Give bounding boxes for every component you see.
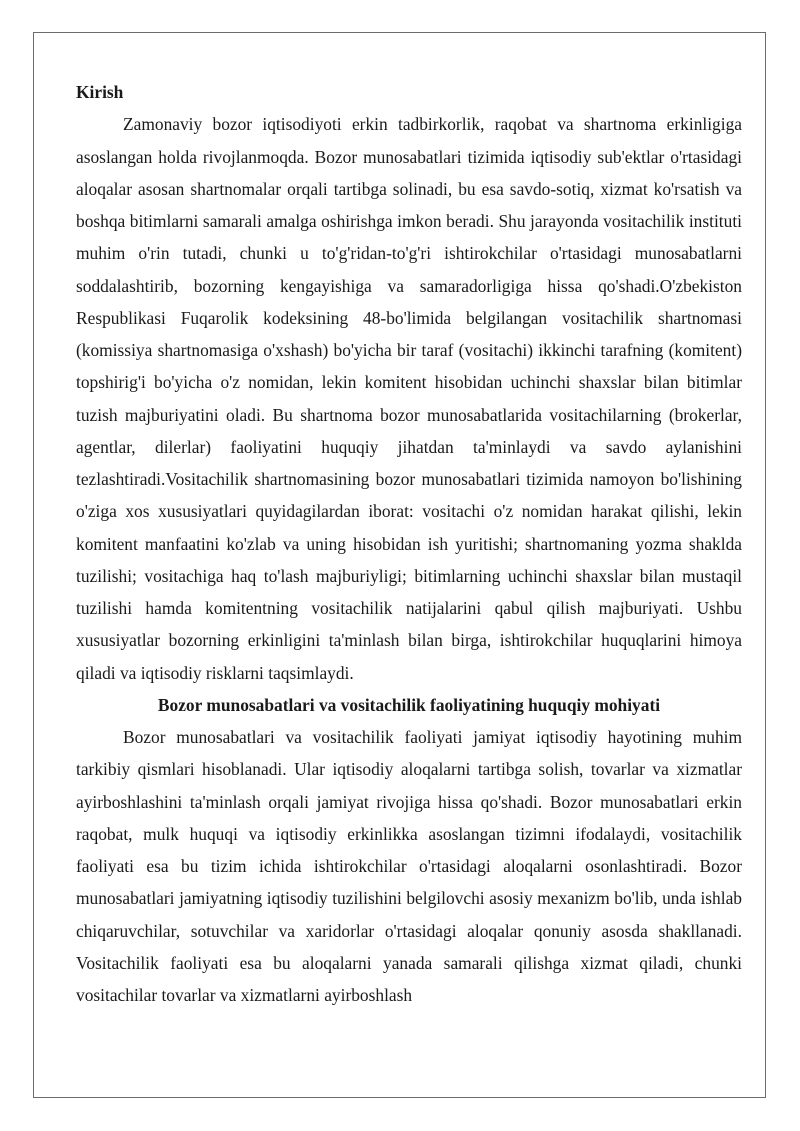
- section-heading: Bozor munosabatlari va vositachilik faoliyatining huquqiy mohiyati: [157, 694, 661, 715]
- intro-heading: Kirish: [76, 82, 124, 102]
- intro-paragraph: Zamonaviy bozor iqtisodiyoti erkin tadbirkorlik, raqobat va shartnoma erkinligiga asoslangan holda rivojlanmoqda. Bozor munosabatlari tizimida iqtisodiy sub'ektlar o'rtasidagi aloqalar asosan shartnomalar orqali tartibga solinadi, bu esa savdo-sotiq, xizmat ko'rsatish va boshqa bitimlarni samarali amalga oshirishga imkon beradi. Shu jarayonda vositachilik instituti muhim o'rin tutadi, chunki u to'g'ridan-to'g'ri ishtirokchilar o'rtasidagi munosabatlarni soddalashtirib, bozorning kengayishiga va samaradorligiga hissa qo'shadi.O'zbekiston Respublikasi Fuqarolik kodeksining 48-bo'limida belgilangan vositachilik shartnomasi (komissiya shartnomasiga o'xshash) bo'yicha bir taraf (vositachi) ikkinchi tarafning (komitent) topshirig'i bo'yicha o'z nomidan, lekin komitent hisobidan uchinchi shaxslar bilan bitimlar tuzish majburiyatini oladi. Bu shartnoma bozor munosabatlarida vositachilarning (brokerlar, agentlar, dilerlar) faoliyatini huquqiy jihatdan ta'minlaydi va savdo aylanishini tezlashtiradi.Vositachilik shartnomasining bozor munosabatlari tizimida namoyon bo'lishining o'ziga xos xususiyatlari quyidagilardan iborat: vositachi o'z nomidan harakat qilishi, lekin komitent manfaatini ko'zlab va uning hisobidan ish yuritishi; shartnomaning yozma shaklda tuzilishi; vositachiga haq to'lash majburiyligi; bitimlarning uchinchi shaxslar bilan mustaqil tuzilishi hamda komitentning vositachilik natijalarini qabul qilish majburiyati. Ushbu xususiyatlar bozorning erkinligini ta'minlash bilan birga, ishtirokchilar huquqlarini himoya qiladi va iqtisodiy risklarni taqsimlaydi.: [76, 114, 742, 683]
- document-body: [76, 76, 742, 1011]
- section-paragraph: Bozor munosabatlari va vositachilik faoliyati jamiyat iqtisodiy hayotining muhim tarkibiy qismlari hisoblanadi. Ular iqtisodiy aloqalarni tartibga solish, tovarlar va xizmatlar ayirboshlashini ta'minlash orqali jamiyat rivojiga hissa qo'shadi. Bozor munosabatlari erkin raqobat, mulk huquqi va iqtisodiy erkinlikka asoslangan tizimni ifodalaydi, vositachilik faoliyati esa bu tizim ichida ishtirokchilar o'rtasidagi aloqalarni osonlashtiradi. Bozor munosabatlari jamiyatning iqtisodiy tuzilishini belgilovchi asosiy mexanizm bo'lib, unda ishlab chiqaruvchilar, sotuvchilar va xaridorlar o'rtasidagi aloqalar qonuniy asosda shakllanadi. Vositachilik faoliyati esa bu aloqalarni yanada samarali qilishga xizmat qiladi, chunki vositachilar tovarlar va xizmatlarni ayirboshlash: [76, 727, 742, 1005]
